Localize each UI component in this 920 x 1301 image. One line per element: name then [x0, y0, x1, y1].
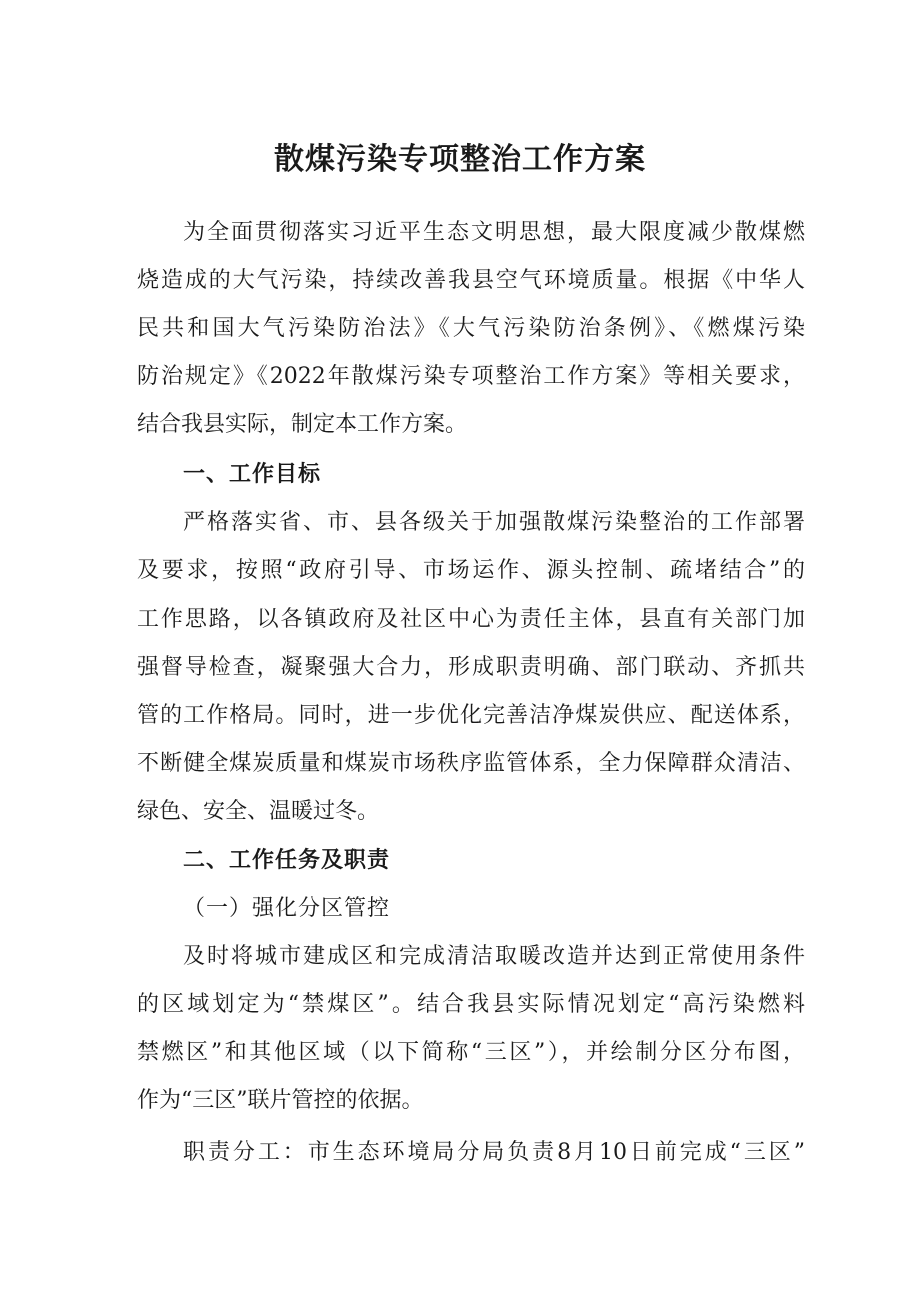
goals-line-1: 严格落实省、市、县各级关于加强散煤污染整治的工作部署	[183, 510, 805, 535]
goals-line-7: 绿色、安全、温暖过冬。	[137, 799, 380, 824]
intro-line-5: 结合我县实际，制定本工作方案。	[137, 412, 468, 437]
subsection-heading-zoning: （一）强化分区管控	[183, 896, 391, 921]
zoning-line-3: 禁燃区”和其他区域（以下简称“三区”），并绘制分区分布图，	[137, 1040, 805, 1065]
intro-line-1: 为全面贯彻落实习近平生态文明思想，最大限度减少散煤燃	[183, 220, 805, 245]
goals-line-3: 工作思路，以各镇政府及社区中心为责任主体，县直有关部门加	[137, 607, 805, 632]
intro-line-3: 民共和国大气污染防治法》《大气污染防治条例》、《燃煤污染	[137, 316, 805, 341]
section-heading-tasks: 二、工作任务及职责	[183, 848, 391, 873]
document-title: 散煤污染专项整治工作方案	[274, 142, 646, 177]
duty-line: 职责分工：市生态环境局分局负责8月10日前完成“三区”	[183, 1140, 805, 1165]
section-heading-goals: 一、工作目标	[183, 462, 322, 487]
goals-line-5: 管的工作格局。同时，进一步优化完善洁净煤炭供应、配送体系，	[137, 703, 805, 728]
goals-line-6: 不断健全煤炭质量和煤炭市场秩序监管体系，全力保障群众清洁、	[137, 751, 805, 776]
goals-line-2: 及要求，按照“政府引导、市场运作、源头控制、疏堵结合”的	[137, 558, 805, 583]
zoning-line-1: 及时将城市建成区和完成清洁取暖改造并达到正常使用条件	[183, 944, 805, 969]
intro-line-4: 防治规定》《2022年散煤污染专项整治工作方案》等相关要求，	[137, 364, 805, 389]
zoning-line-2: 的区域划定为“禁煤区”。结合我县实际情况划定“高污染燃料	[137, 992, 805, 1017]
goals-line-4: 强督导检查，凝聚强大合力，形成职责明确、部门联动、齐抓共	[137, 655, 805, 680]
intro-line-2: 烧造成的大气污染，持续改善我县空气环境质量。根据《中华人	[137, 268, 805, 293]
zoning-line-4: 作为“三区”联片管控的依据。	[137, 1088, 424, 1113]
